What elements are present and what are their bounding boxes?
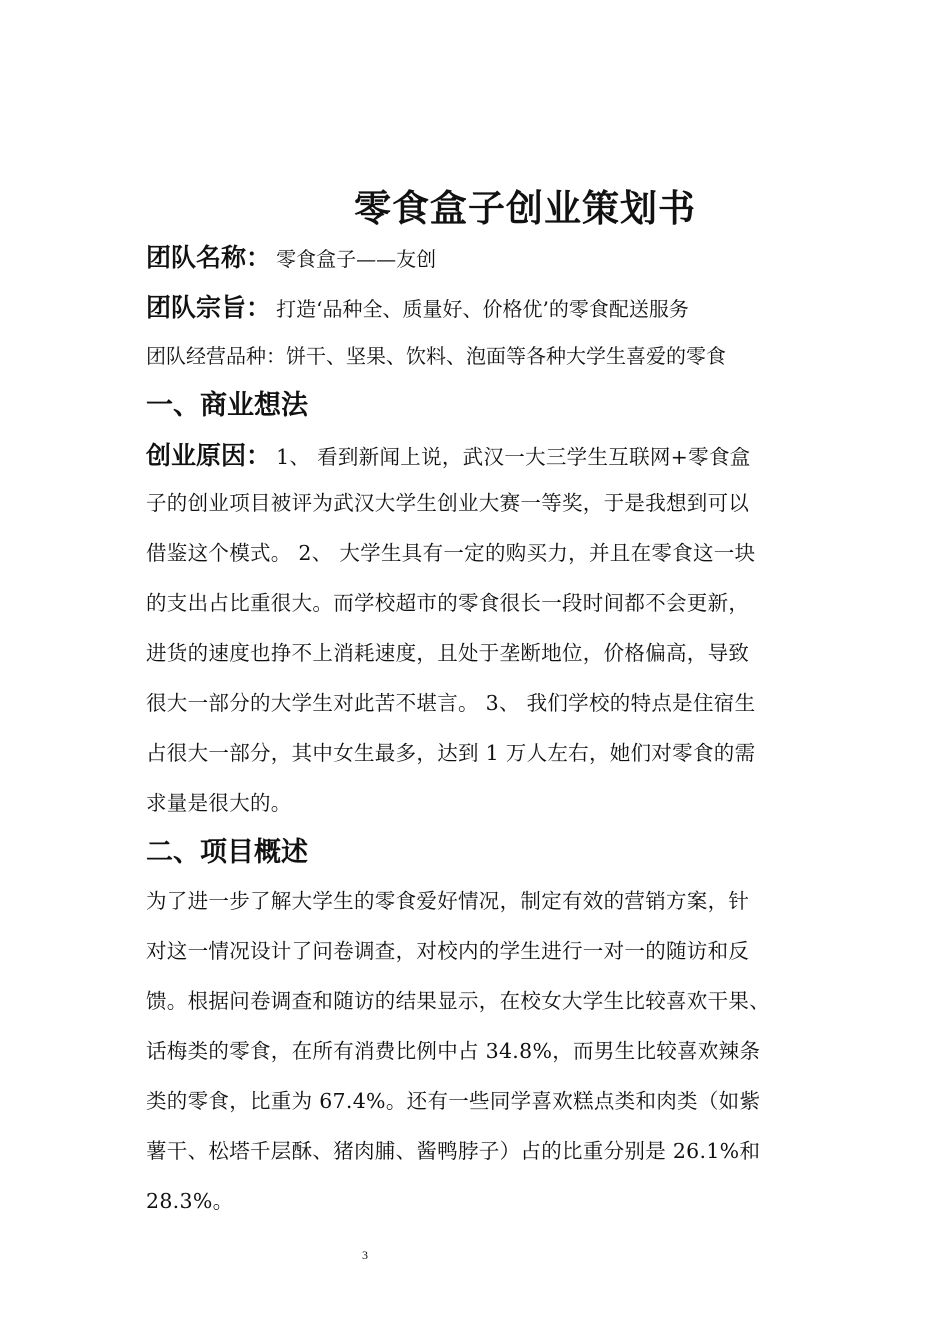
team-aim-line	[146, 288, 689, 324]
section2-line-1: 对这一情况设计了问卷调查，对校内的学生进行一对一的随访和反	[146, 939, 750, 963]
team-name-line	[146, 238, 436, 274]
team-aim-value: 打造‘品种全、质量好、价格优’的零食配送服务	[276, 297, 689, 321]
section1-heading: 一、商业想法	[146, 390, 308, 421]
team-name-value: 零食盒子——友创	[276, 247, 437, 271]
section1-lead-line	[146, 436, 751, 472]
team-aim-label: 团队宗旨：	[146, 293, 272, 322]
team-products-line: 团队经营品种：饼干、坚果、饮料、泡面等各种大学生喜爱的零食	[146, 344, 726, 368]
section2-line-3: 话梅类的零食，在所有消费比例中占 34.8%，而男生比较喜欢辣条	[146, 1039, 761, 1063]
section1-line-4: 进货的速度也挣不上消耗速度，且处于垄断地位，价格偏高，导致	[146, 641, 750, 665]
section2-line-0: 为了进一步了解大学生的零食爱好情况，制定有效的营销方案，针	[146, 889, 750, 913]
section1-lead-label: 创业原因：	[146, 441, 272, 470]
section1-line-1: 子的创业项目被评为武汉大学生创业大赛一等奖，于是我想到可以	[146, 491, 750, 515]
section1-line-3: 的支出占比重很大。而学校超市的零食很长一段时间都不会更新，	[146, 591, 750, 615]
page-number: 3	[362, 1248, 368, 1262]
section2-heading: 二、项目概述	[146, 837, 308, 868]
section2-line-5: 薯干、松塔千层酥、猪肉脯、酱鸭脖子）占的比重分别是 26.1%和	[146, 1139, 761, 1163]
section1-line-0: 1、 看到新闻上说，武汉一大三学生互联网+零食盒	[276, 445, 751, 469]
section1-line-2: 借鉴这个模式。 2、 大学生具有一定的购买力，并且在零食这一块	[146, 541, 756, 565]
section1-line-7: 求量是很大的。	[146, 791, 292, 815]
section1-line-6: 占很大一部分，其中女生最多，达到 1 万人左右，她们对零食的需	[146, 741, 756, 765]
section2-line-6: 28.3%。	[146, 1189, 234, 1213]
section2-line-2: 馈。根据问卷调查和随访的结果显示，在校女大学生比较喜欢干果、	[146, 989, 770, 1013]
document-title: 零食盒子创业策划书	[354, 186, 696, 230]
section2-line-4: 类的零食，比重为 67.4%。还有一些同学喜欢糕点类和肉类（如紫	[146, 1089, 761, 1113]
team-name-label: 团队名称：	[146, 243, 272, 272]
section1-line-5: 很大一部分的大学生对此苦不堪言。 3、 我们学校的特点是住宿生	[146, 691, 756, 715]
